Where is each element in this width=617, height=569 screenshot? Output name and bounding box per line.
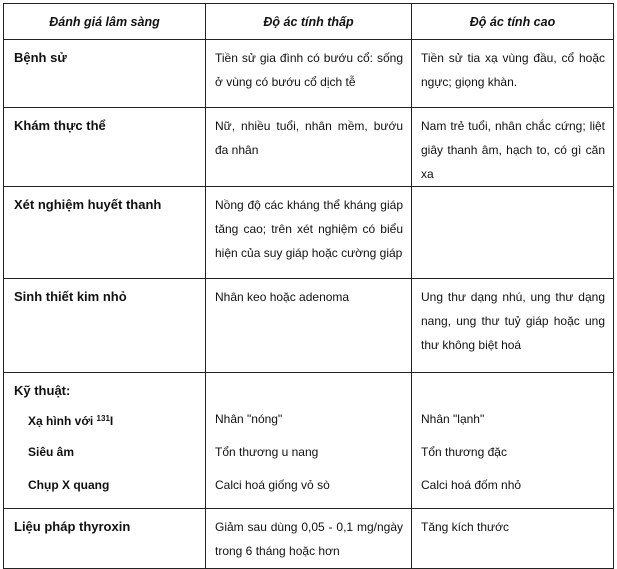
row-low: Nhân keo hoặc adenoma — [215, 290, 350, 304]
comparison-table — [3, 3, 614, 569]
technique-item-label: Xạ hình với $^{131}$I — [28, 414, 114, 428]
table-row — [4, 40, 614, 108]
row-high: Ung thư dạng nhú, ung thư dạng nang, ung thư tuỷ giáp hoặc ung thư không biệt hoá — [421, 290, 605, 352]
technique-item-label: Siêu âm — [28, 445, 75, 459]
technique-item-high: Tổn thương đặc — [421, 445, 507, 459]
table-row — [4, 108, 614, 187]
row-high: Tiền sử tia xạ vùng đầu, cổ hoặc ngực; giọng khàn. — [421, 51, 605, 89]
row-high: Nam trẻ tuổi, nhân chắc cứng; liệt giây thanh âm, hạch to, có gì căn xa — [421, 119, 605, 181]
row-label: Liệu pháp thyroxin — [14, 519, 131, 534]
row-low: Nồng độ các kháng thể kháng giáp tăng cao; trên xét nghiệm có biểu hiện của suy giáp hoặc cường giáp — [215, 198, 403, 260]
row-label: Sinh thiết kim nhỏ — [14, 289, 127, 304]
row-low: Nữ, nhiều tuổi, nhân mềm, bướu đa nhân — [215, 119, 403, 157]
technique-item-high: Calci hoá đốm nhỏ — [421, 478, 522, 492]
row-label: Xét nghiệm huyết thanh — [14, 197, 162, 212]
row-label: Khám thực thể — [14, 118, 106, 133]
row-label: Bệnh sử — [14, 50, 67, 65]
row-low: Giảm sau dùng 0,05 - 0,1 mg/ngày trong 6 tháng hoặc hơn — [215, 520, 403, 558]
row-high: Tăng kích thước — [421, 520, 509, 534]
technique-label: Kỹ thuật: — [14, 383, 71, 398]
technique-item-high: Nhân "lạnh" — [421, 412, 485, 426]
technique-item-low: Nhân "nóng" — [215, 412, 283, 426]
header-clinical: Đánh giá lâm sàng — [4, 4, 206, 40]
table-row — [4, 509, 614, 569]
technique-item-label: Chụp X quang — [28, 478, 110, 492]
technique-item-low: Tổn thương u nang — [215, 445, 319, 459]
table-row — [4, 279, 614, 373]
header-high-grade: Độ ác tính cao — [412, 4, 614, 40]
row-low: Tiền sử gia đình có bướu cổ: sống ở vùng có bướu cổ dịch tễ — [215, 51, 403, 89]
table-row — [4, 187, 614, 279]
row-high — [412, 187, 613, 193]
header-row — [4, 4, 614, 40]
header-low-grade: Độ ác tính thấp — [206, 4, 412, 40]
technique-row — [4, 373, 614, 509]
technique-item-low: Calci hoá giống vỏ sò — [215, 478, 330, 492]
